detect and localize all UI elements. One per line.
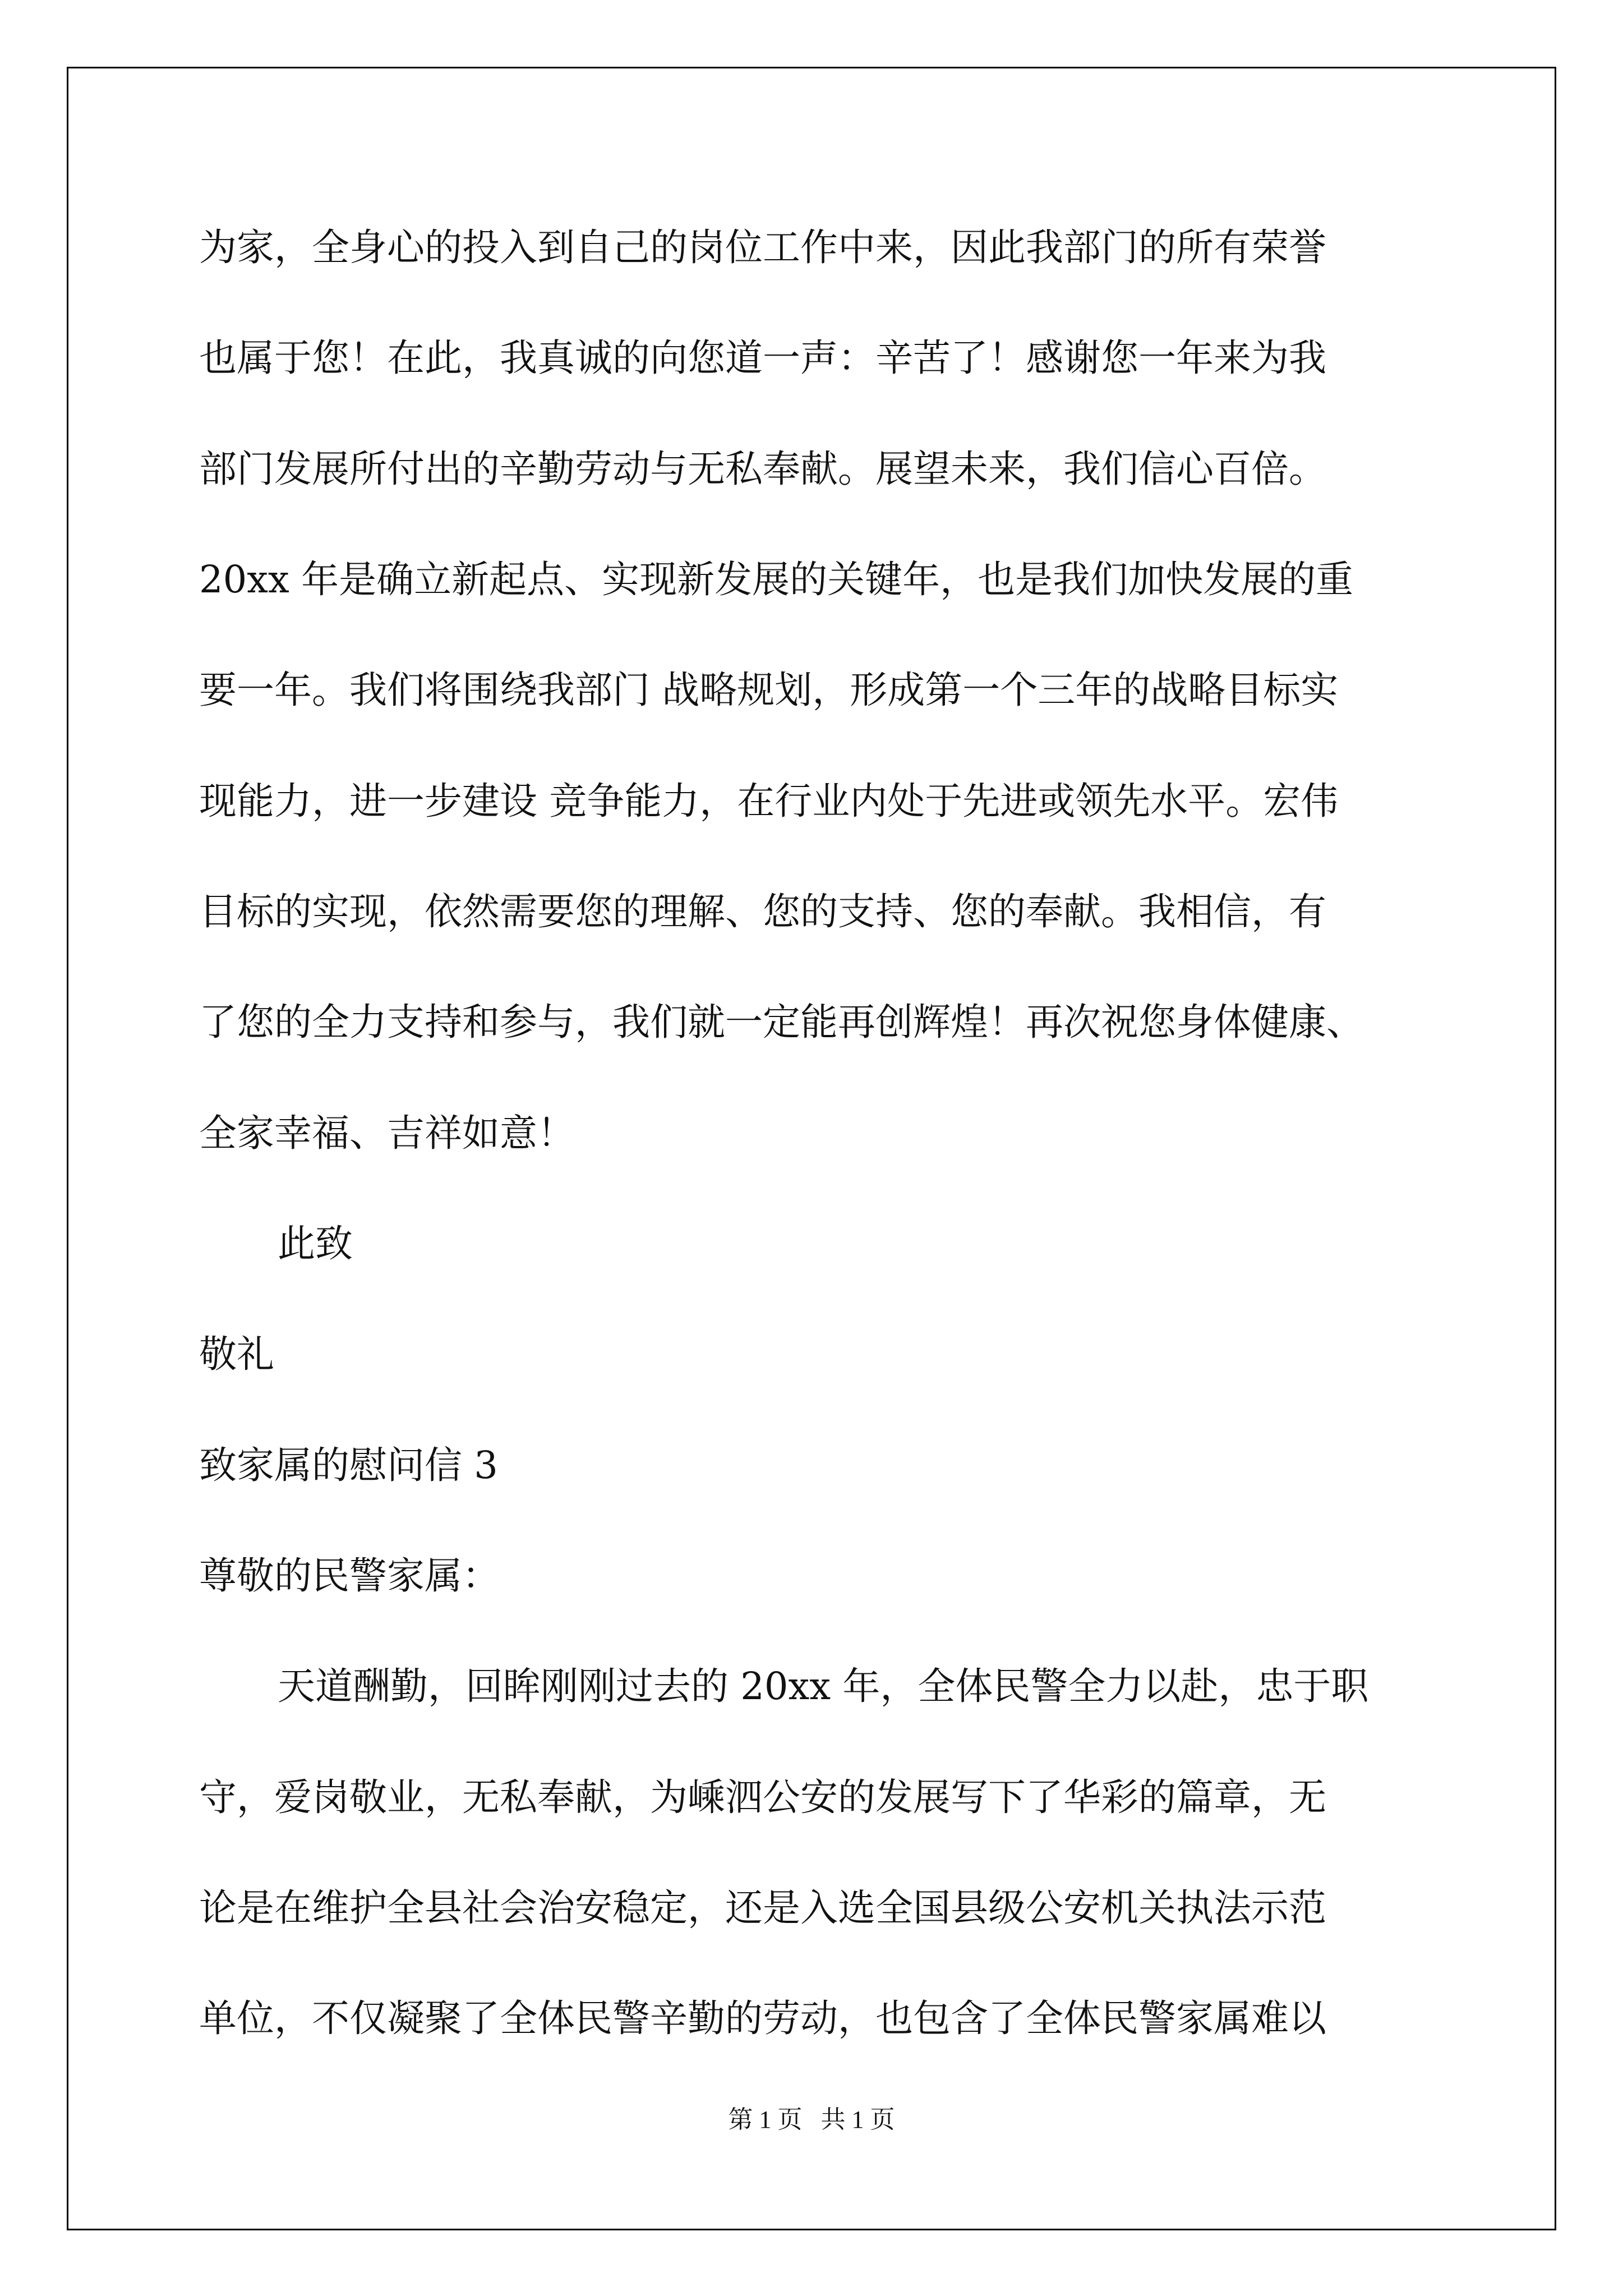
- body-line-1: 为家，全身心的投入到自己的岗位工作中来，因此我部门的所有荣誉: [199, 226, 1326, 269]
- body-line-15: 守，爱岗敬业，无私奉献，为嵊泗公安的发展写下了华彩的篇章，无: [199, 1775, 1326, 1819]
- section-title: 致家属的慰问信 3: [199, 1443, 498, 1487]
- body-line-2: 也属于您！在此，我真诚的向您道一声：辛苦了！感谢您一年来为我: [199, 336, 1326, 380]
- closing-regards: 敬礼: [199, 1332, 274, 1376]
- body-line-7: 目标的实现，依然需要您的理解、您的支持、您的奉献。我相信，有: [199, 890, 1326, 933]
- body-line-17: 单位，不仅凝聚了全体民警辛勤的劳动，也包含了全体民警家属难以: [199, 1996, 1326, 2040]
- closing-salutation: 此致: [278, 1222, 353, 1266]
- body-line-9: 全家幸福、吉祥如意！: [199, 1111, 575, 1155]
- body-line-16: 论是在维护全县社会治安稳定，还是入选全国县级公安机关执法示范: [199, 1886, 1326, 1930]
- body-line-8: 了您的全力支持和参与，我们就一定能再创辉煌！再次祝您身体健康、: [199, 1000, 1364, 1044]
- page-footer: 第 1 页 共 1 页: [728, 2106, 895, 2133]
- body-line-3: 部门发展所付出的辛勤劳动与无私奉献。展望未来，我们信心百倍。: [199, 447, 1326, 491]
- body-line-14: 天道酬勤，回眸刚刚过去的 20xx 年，全体民警全力以赴，忠于职: [278, 1664, 1369, 1708]
- body-line-4: 20xx 年是确立新起点、实现新发展的关键年，也是我们加快发展的重: [199, 558, 1354, 601]
- greeting: 尊敬的民警家属：: [199, 1554, 500, 1598]
- body-line-6: 现能力，进一步建设 竞争能力，在行业内处于先进或领先水平。宏伟: [199, 779, 1339, 823]
- body-line-5: 要一年。我们将围绕我部门 战略规划，形成第一个三年的战略目标实: [199, 668, 1339, 712]
